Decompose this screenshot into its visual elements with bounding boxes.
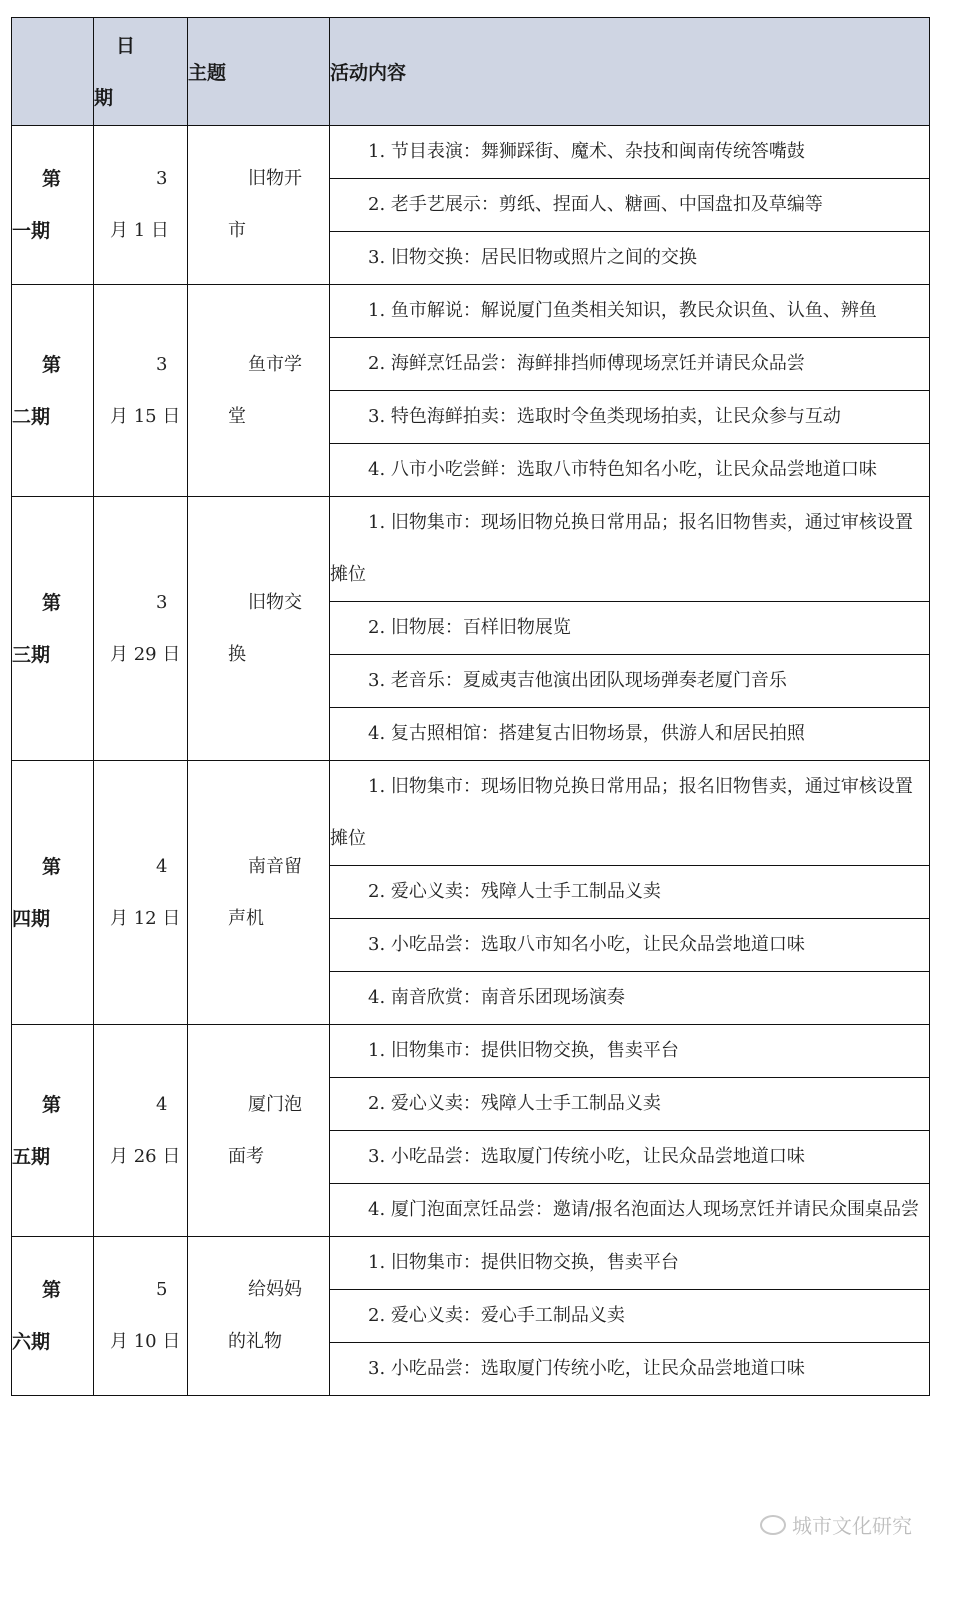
period-cell xyxy=(12,126,94,285)
period-label-line2: 五期 xyxy=(12,1145,51,1168)
date-line1: 3 xyxy=(156,168,168,189)
date-cell xyxy=(94,1237,188,1396)
table-row xyxy=(12,285,930,338)
theme-line1: 旧物开 xyxy=(248,168,302,189)
header-content: 活动内容 xyxy=(330,18,930,126)
activity-item-cell xyxy=(330,866,930,919)
watermark-text: 城市文化研究 xyxy=(792,1514,912,1538)
activity-item-text: 2. 老手艺展示：剪纸、捏面人、糖画、中国盘扣及草编等 xyxy=(368,194,823,215)
activity-item-cell xyxy=(330,1025,930,1078)
activity-item-cell xyxy=(330,972,930,1025)
activity-item-text: 2. 海鲜烹饪品尝：海鲜排挡师傅现场烹饪并请民众品尝 xyxy=(368,353,805,374)
activity-item-cell xyxy=(330,602,930,655)
period-cell xyxy=(12,761,94,1025)
theme-line1: 旧物交 xyxy=(248,591,302,613)
activity-item-text: 1. 旧物集市：提供旧物交换，售卖平台 xyxy=(368,1040,679,1061)
theme-line1: 给妈妈 xyxy=(248,1279,302,1300)
activity-item-cell xyxy=(330,761,930,866)
activity-item-text: 4. 厦门泡面烹饪品尝：邀请/报名泡面达人现场烹饪并请民众围桌品尝 xyxy=(368,1199,919,1220)
theme-line1: 南音留 xyxy=(248,855,302,877)
activity-item-text: 3. 老音乐：夏威夷吉他演出团队现场弹奏老厦门音乐 xyxy=(368,670,787,691)
header-date xyxy=(94,18,188,126)
date-line2: 月 26 日 xyxy=(110,1145,181,1167)
activity-item-text: 3. 小吃品尝：选取八市知名小吃，让民众品尝地道口味 xyxy=(368,934,805,955)
period-label-line1: 第 xyxy=(42,353,62,376)
period-label-line1: 第 xyxy=(42,1279,62,1301)
header-date-line2: 期 xyxy=(94,86,114,109)
activity-item-cell xyxy=(330,1343,930,1396)
activity-item-text: 1. 旧物集市：现场旧物兑换日常用品；报名旧物售卖，通过审核设置摊位 xyxy=(330,512,913,585)
theme-line2: 面考 xyxy=(228,1145,264,1167)
activity-item-cell xyxy=(330,1184,930,1237)
activity-item-text: 4. 南音欣赏：南音乐团现场演奏 xyxy=(368,987,625,1008)
activity-item-text: 4. 复古照相馆：搭建复古旧物场景，供游人和居民拍照 xyxy=(368,723,805,744)
date-line2: 月 12 日 xyxy=(110,907,181,929)
period-label-line2: 二期 xyxy=(12,405,51,428)
date-line1: 3 xyxy=(156,353,168,375)
theme-cell xyxy=(188,126,330,285)
activity-item-cell xyxy=(330,1290,930,1343)
theme-cell xyxy=(188,1237,330,1396)
date-line1: 3 xyxy=(156,591,168,613)
theme-cell xyxy=(188,761,330,1025)
period-cell xyxy=(12,1237,94,1396)
period-cell xyxy=(12,285,94,497)
date-cell xyxy=(94,497,188,761)
date-line1: 4 xyxy=(156,855,168,877)
period-label-line2: 四期 xyxy=(12,907,51,930)
activity-item-cell xyxy=(330,179,930,232)
theme-line1: 鱼市学 xyxy=(248,353,302,375)
header-theme: 主题 xyxy=(188,18,330,126)
theme-cell xyxy=(188,497,330,761)
activity-item-text: 3. 小吃品尝：选取厦门传统小吃，让民众品尝地道口味 xyxy=(368,1358,805,1379)
activity-item-cell xyxy=(330,497,930,602)
date-cell xyxy=(94,1025,188,1237)
activity-item-text: 1. 旧物集市：提供旧物交换，售卖平台 xyxy=(368,1252,679,1273)
activity-item-cell xyxy=(330,1131,930,1184)
activity-item-text: 3. 特色海鲜拍卖：选取时令鱼类现场拍卖，让民众参与互动 xyxy=(368,406,841,427)
period-label-line1: 第 xyxy=(42,168,62,190)
watermark xyxy=(760,1510,912,1539)
table-row xyxy=(12,126,930,179)
activity-item-text: 2. 爱心义卖：残障人士手工制品义卖 xyxy=(368,1093,661,1114)
activity-item-text: 2. 爱心义卖：残障人士手工制品义卖 xyxy=(368,881,661,902)
table-row xyxy=(12,497,930,602)
date-line2: 月 15 日 xyxy=(110,405,181,427)
theme-line2: 堂 xyxy=(228,405,246,427)
activity-item-cell xyxy=(330,338,930,391)
theme-cell xyxy=(188,285,330,497)
activity-item-cell xyxy=(330,655,930,708)
activity-item-text: 1. 旧物集市：现场旧物兑换日常用品；报名旧物售卖，通过审核设置摊位 xyxy=(330,776,913,849)
theme-line2: 声机 xyxy=(228,907,264,929)
date-cell xyxy=(94,126,188,285)
theme-line2: 的礼物 xyxy=(228,1331,282,1352)
date-line2: 月 1 日 xyxy=(110,220,169,241)
date-line1: 5 xyxy=(156,1279,168,1300)
activity-item-text: 3. 旧物交换：居民旧物或照片之间的交换 xyxy=(368,247,697,268)
activity-item-text: 1. 鱼市解说：解说厦门鱼类相关知识，教民众识鱼、认鱼、辨鱼 xyxy=(368,300,877,321)
period-label-line2: 一期 xyxy=(12,220,51,242)
period-cell xyxy=(12,497,94,761)
activity-item-cell xyxy=(330,126,930,179)
activity-item-cell xyxy=(330,708,930,761)
table-row xyxy=(12,1237,930,1290)
activity-schedule-table xyxy=(11,17,930,1396)
theme-line1: 厦门泡 xyxy=(248,1093,302,1115)
activity-item-text: 2. 旧物展：百样旧物展览 xyxy=(368,617,571,638)
header-row xyxy=(12,18,930,126)
activity-item-text: 1. 节目表演：舞狮踩街、魔术、杂技和闽南传统答嘴鼓 xyxy=(368,141,805,162)
activity-item-cell xyxy=(330,1237,930,1290)
header-date-line1: 日 xyxy=(116,34,136,57)
header-period xyxy=(12,18,94,126)
date-line1: 4 xyxy=(156,1093,168,1115)
wechat-icon xyxy=(760,1515,786,1535)
date-cell xyxy=(94,761,188,1025)
date-cell xyxy=(94,285,188,497)
table-row xyxy=(12,1025,930,1078)
theme-line2: 换 xyxy=(228,643,246,665)
activity-item-cell xyxy=(330,919,930,972)
period-cell xyxy=(12,1025,94,1237)
date-line2: 月 29 日 xyxy=(110,643,181,665)
activity-item-cell xyxy=(330,1078,930,1131)
period-label-line1: 第 xyxy=(42,591,62,614)
theme-line2: 市 xyxy=(228,220,246,241)
activity-item-cell xyxy=(330,285,930,338)
activity-item-text: 2. 爱心义卖：爱心手工制品义卖 xyxy=(368,1305,625,1326)
activity-item-text: 4. 八市小吃尝鲜：选取八市特色知名小吃，让民众品尝地道口味 xyxy=(368,459,877,480)
period-label-line2: 六期 xyxy=(12,1331,51,1353)
activity-item-cell xyxy=(330,391,930,444)
table-row xyxy=(12,761,930,866)
period-label-line2: 三期 xyxy=(12,643,51,666)
theme-cell xyxy=(188,1025,330,1237)
activity-item-cell xyxy=(330,444,930,497)
period-label-line1: 第 xyxy=(42,855,62,878)
date-line2: 月 10 日 xyxy=(110,1331,181,1352)
period-label-line1: 第 xyxy=(42,1093,62,1116)
activity-item-cell xyxy=(330,232,930,285)
activity-item-text: 3. 小吃品尝：选取厦门传统小吃，让民众品尝地道口味 xyxy=(368,1146,805,1167)
